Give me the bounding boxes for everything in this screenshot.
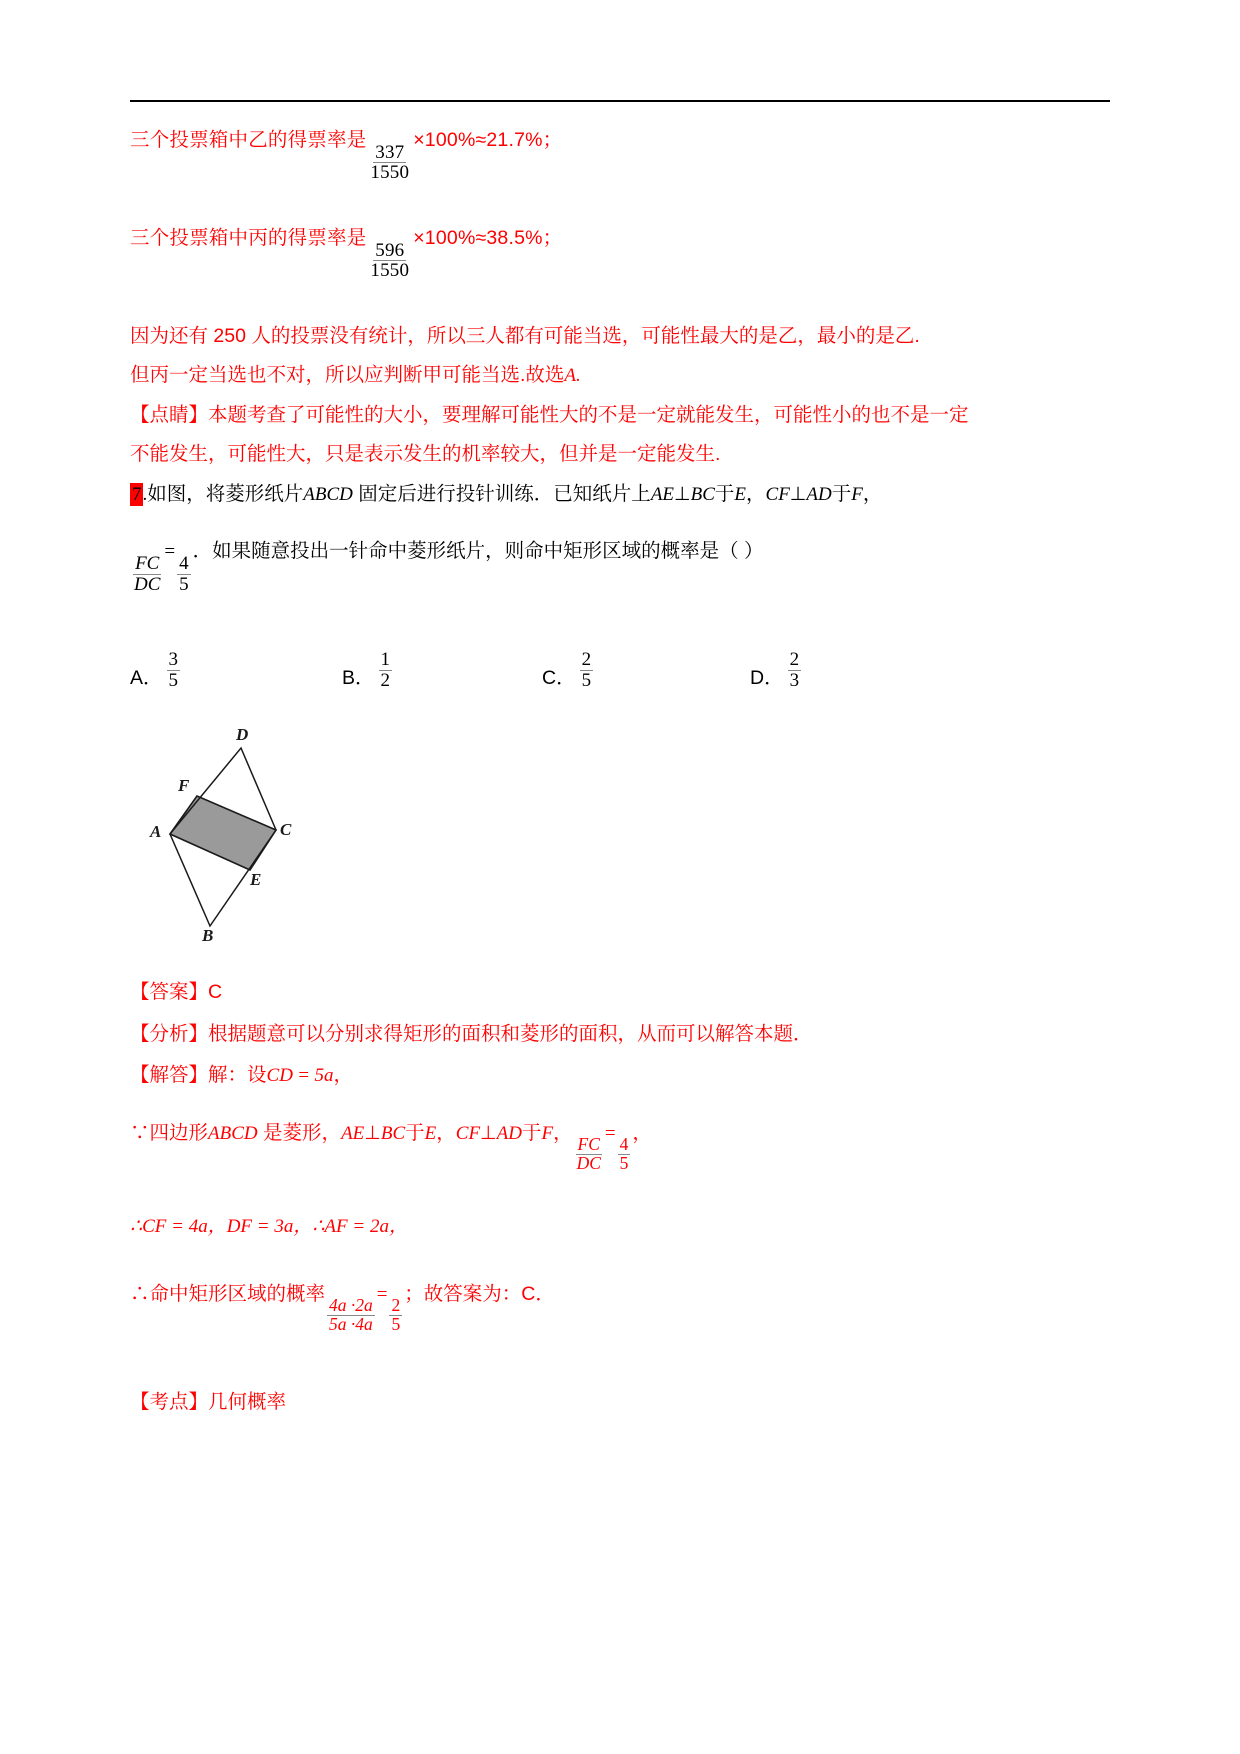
solve-label: 【解答】 (130, 1063, 209, 1086)
kaodian-label: 【考点】 (130, 1391, 209, 1414)
spacer (130, 1189, 1115, 1215)
yu-char-1: 于 (405, 1121, 425, 1144)
fraction-area-ratio (327, 1297, 375, 1334)
perpendicular-symbol: ⊥ (674, 483, 691, 505)
segment-bc: BC (690, 483, 715, 505)
dianjing-line-1 (130, 403, 1115, 428)
dianjing-text-1: 【点睛】本题考查了可能性的大小，要理解可能性大的不是一定就能发生，可能性小的也不是一定 (130, 404, 969, 427)
geometry-figure (140, 724, 370, 954)
analysis-label: 【分析】 (130, 1022, 209, 1045)
fraction-denominator: 5 (168, 669, 179, 691)
solve-prefix: 解：设 (208, 1063, 267, 1086)
figure-label-f: F (178, 776, 190, 796)
fraction-denominator: 2 (380, 669, 391, 691)
header-divider (130, 100, 1110, 102)
solve-comma: ， (333, 1063, 354, 1086)
option-b[interactable] (342, 650, 394, 690)
fraction-denominator: 5 (581, 669, 592, 691)
option-a-fraction (167, 650, 181, 690)
fraction-numerator: FC (577, 1134, 600, 1155)
figure-label-e: E (250, 870, 262, 890)
vote-rate-bing-suffix: ×100%≈38.5%； (413, 227, 563, 249)
answer-line (130, 980, 1115, 1005)
fraction-4-5 (618, 1136, 631, 1173)
vote-rate-yi-suffix: ×100%≈21.7%； (413, 129, 563, 151)
comma-2: ， (553, 1121, 573, 1144)
spacer (130, 1256, 1115, 1282)
perpendicular-symbol-2: ⊥ (789, 483, 807, 505)
solve-line (130, 1063, 1115, 1089)
fraction-numerator: FC (135, 553, 160, 575)
kaodian-line (130, 1390, 1115, 1415)
fraction-596-1550 (368, 241, 411, 281)
segment-bc: BC (380, 1122, 406, 1144)
spacer (130, 954, 1115, 980)
point-f: F (851, 483, 863, 505)
fraction-numerator: 337 (375, 142, 405, 164)
label-abcd: ABCD (208, 1122, 258, 1144)
step1-mid: 是菱形， (263, 1121, 342, 1144)
question-stem-line-2 (130, 539, 1115, 594)
spacer (130, 600, 1115, 626)
kaodian-text: 几何概率 (208, 1391, 287, 1414)
rhombus-diagram-svg (140, 724, 340, 949)
segment-cf: CF (455, 1122, 481, 1144)
value-5a: 5a (314, 1064, 334, 1086)
question-number-highlight: 7 (132, 483, 142, 505)
step2-text: ∴CF = 4a，DF = 3a，∴AF = 2a， (130, 1215, 408, 1237)
equals-sign: = (164, 541, 176, 563)
fraction-337-1550 (368, 143, 411, 183)
step1-tail: ， (632, 1121, 652, 1144)
dianjing-line-2 (130, 442, 1115, 467)
spacer (130, 186, 1115, 226)
analysis-line (130, 1022, 1115, 1047)
reasoning-line-1 (130, 324, 1115, 349)
fraction-numerator: 2 (581, 649, 592, 671)
fraction-numerator: 4 (619, 1134, 629, 1155)
fraction-4-5 (177, 554, 191, 594)
fraction-denominator: 5 (391, 1314, 401, 1335)
solve-step-2 (130, 1215, 1115, 1240)
step1-prefix: ∵四边形 (130, 1121, 209, 1144)
analysis-text: 根据题意可以分别求得矩形的面积和菱形的面积，从而可以解答本题． (208, 1022, 813, 1045)
segment-ae: AE (650, 483, 675, 505)
point-e: E (734, 483, 746, 505)
fraction-denominator: 1550 (370, 260, 410, 282)
step3-tail: ；故答案为：C． (404, 1282, 555, 1305)
fraction-2-5 (389, 1297, 402, 1334)
segment-ad: AD (806, 483, 832, 505)
option-c-label: C． (542, 667, 576, 690)
segment-ad: AD (496, 1122, 522, 1144)
fraction-denominator: 5 (179, 573, 189, 595)
vote-rate-bing-prefix: 三个投票箱中丙的得票率是 (130, 227, 367, 249)
spacer (130, 513, 1115, 539)
comma-1: ， (436, 1121, 456, 1144)
reasoning-line-2 (130, 363, 1115, 389)
spacer (130, 1105, 1115, 1121)
fraction-denominator: 5a ·4a (329, 1314, 373, 1335)
vote-rate-line-bing (130, 226, 1115, 284)
segment-ae: AE (341, 1122, 365, 1144)
perpendicular-symbol-2: ⊥ (480, 1122, 497, 1144)
figure-label-d: D (236, 725, 249, 745)
vote-rate-line-yi (130, 128, 1115, 186)
answer-options (130, 626, 1115, 700)
fraction-denominator: 5 (619, 1153, 629, 1174)
answer-label: 【答案】 (130, 981, 209, 1004)
solve-step-3 (130, 1282, 1115, 1334)
question-number-dot: . (142, 483, 148, 505)
solve-step-1 (130, 1121, 1115, 1173)
fraction-numerator: 4 (179, 553, 189, 575)
fraction-denominator: 1550 (370, 162, 410, 184)
label-abcd: ABCD (303, 483, 353, 505)
equals-sign: = (604, 1122, 616, 1144)
option-a-label: A． (130, 667, 163, 690)
fraction-numerator: 2 (391, 1295, 401, 1316)
fraction-numerator: 3 (168, 649, 179, 671)
fraction-denominator: DC (576, 1153, 601, 1174)
option-c[interactable] (542, 650, 595, 690)
shaded-rectangle-afce (170, 796, 276, 870)
figure-label-c: C (280, 820, 292, 840)
point-f: F (541, 1122, 554, 1144)
page-content (130, 128, 1115, 1415)
fraction-denominator: 3 (789, 669, 800, 691)
answer-value: C (208, 981, 223, 1004)
option-b-fraction (379, 650, 393, 690)
yu-char-2: 于 (831, 482, 852, 505)
option-d[interactable] (750, 650, 803, 690)
figure-label-a: A (150, 822, 162, 842)
question-stem-line-1 (130, 482, 1115, 508)
option-b-label: B． (342, 667, 375, 690)
reasoning-text-2a: 但丙一定当选也不对，所以应判断甲可能当选.故选 (130, 364, 565, 387)
option-d-label: D． (750, 667, 784, 690)
reasoning-text-1: 因为还有 250 人的投票没有统计，所以三人都有可能当选，可能性最大的是乙，最小的是乙. (130, 325, 920, 347)
step3-prefix: ∴命中矩形区域的概率 (130, 1282, 326, 1305)
fraction-fc-dc (575, 1136, 603, 1173)
equals-sign: = (298, 1064, 310, 1086)
fraction-numerator: 1 (380, 649, 391, 671)
point-e: E (424, 1122, 437, 1144)
yu-char-1: 于 (714, 482, 735, 505)
fraction-numerator: 2 (789, 649, 800, 671)
fraction-numerator: 596 (375, 240, 405, 262)
spacer (130, 1350, 1115, 1390)
figure-label-b: B (202, 926, 214, 946)
yu-char-2: 于 (521, 1121, 542, 1144)
perpendicular-symbol: ⊥ (364, 1122, 381, 1144)
fraction-denominator: DC (134, 573, 161, 595)
spacer (130, 284, 1115, 324)
fraction-numerator: 4a ·2a (329, 1295, 373, 1316)
dianjing-text-2: 不能发生，可能性大，只是表示发生的机率较大，但并是一定能发生. (130, 443, 721, 466)
question-stem-part3: ．如果随意投出一针命中菱形纸片，则命中矩形区域的概率是（ ） (192, 540, 764, 563)
selected-answer-a: A. (564, 365, 581, 387)
segment-cf: CF (765, 483, 790, 505)
question-stem-part1: 如图，将菱形纸片 (147, 482, 304, 505)
equals-sign: = (376, 1283, 388, 1305)
option-d-fraction (788, 650, 802, 690)
comma-1: ， (746, 482, 766, 505)
segment-cd: CD (266, 1064, 293, 1086)
comma-2: ， (862, 482, 883, 505)
option-a[interactable] (130, 650, 182, 690)
question-stem-part2: 固定后进行投针训练．已知纸片上 (358, 482, 651, 505)
fraction-fc-dc (132, 554, 162, 594)
option-c-fraction (580, 650, 594, 690)
vote-rate-yi-prefix: 三个投票箱中乙的得票率是 (130, 129, 367, 151)
